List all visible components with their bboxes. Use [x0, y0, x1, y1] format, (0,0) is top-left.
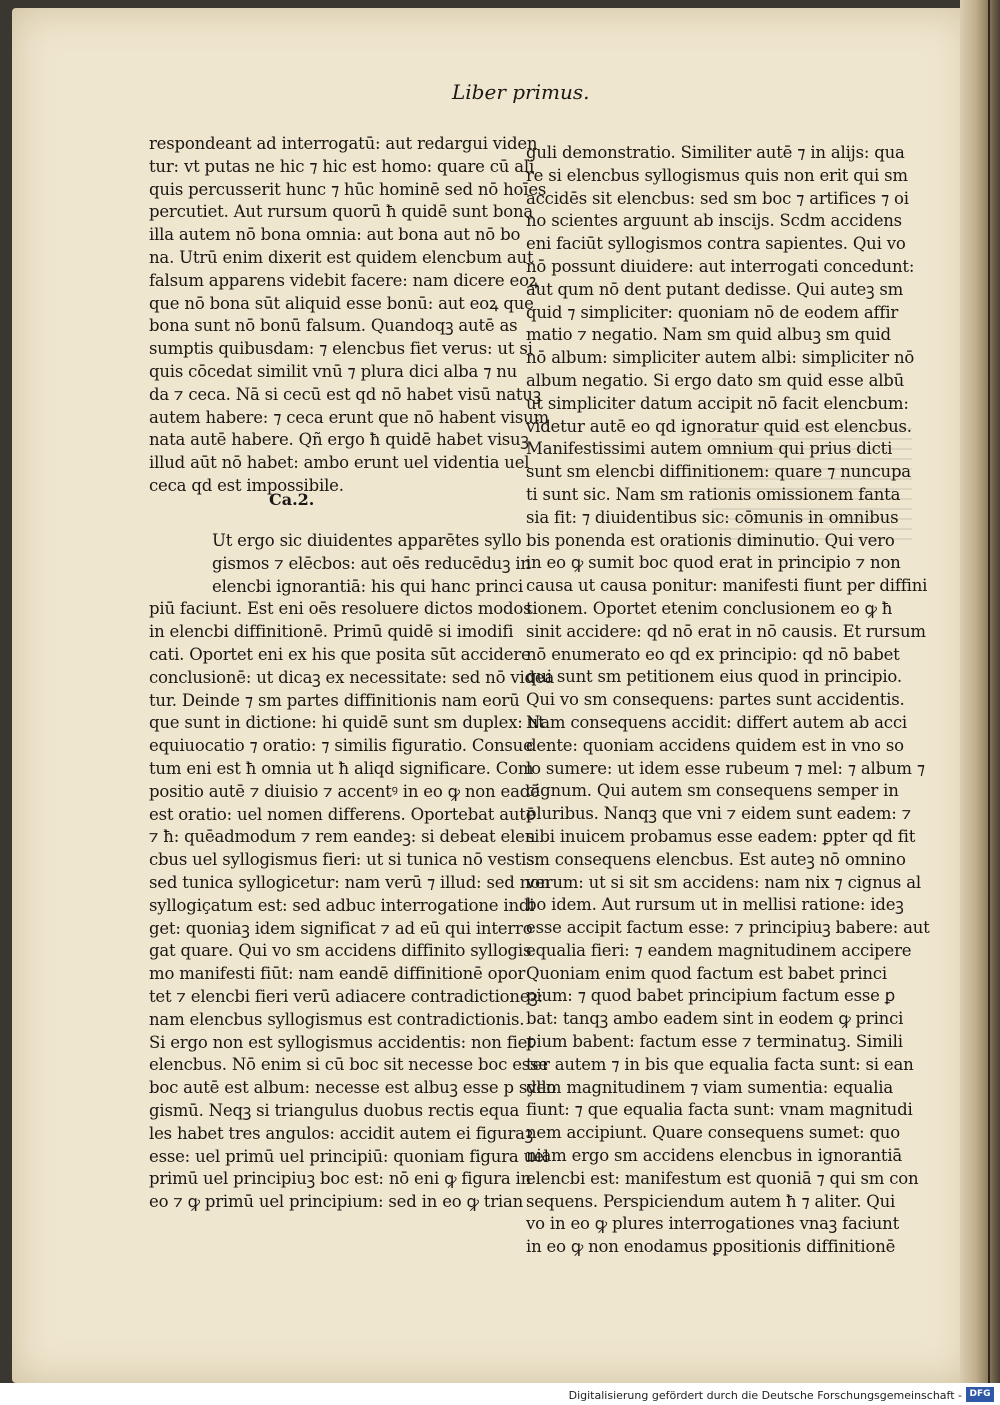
text-line: nō album: simpliciter autem albi: simpliciter nō — [526, 348, 915, 368]
text-line: elencbi est: manifestum est quoniā ⁊ qui sm con — [526, 1168, 919, 1188]
text-line: nam elencbus syllogismus est contradictionis. — [149, 1009, 525, 1029]
footer-band — [0, 1383, 1000, 1405]
text-line: mo manifesti fiūt: nam eandē diffinitionē opor — [149, 964, 526, 984]
text-line: elencbi ignorantiā: his qui hanc princi — [212, 576, 524, 596]
text-line: tur: vt putas ne hic ⁊ hic est homo: quare cū ali — [149, 156, 535, 176]
text-line: ti sunt sic. Nam sm rationis omissionem fanta — [526, 484, 901, 504]
text-line: les habet tres angulos: accidit autem ei figuraꝫ — [149, 1123, 534, 1143]
text-line: pium: ⁊ quod babet principium factum esse ꝑ — [526, 986, 896, 1006]
text-line: Ut ergo sic diuidentes apparētes syllo — [212, 531, 522, 550]
text-line: in eo ꝙ sumit boc quod erat in principio ⁊ non — [526, 553, 901, 573]
text-line: Qui vo sm consequens: partes sunt accidentis. — [526, 690, 905, 710]
text-line: fiunt: ⁊ que equalia facta sunt: vnam magnitudi — [526, 1100, 913, 1120]
text-line: pluribus. Nanqꝫ que vni ⁊ eidem sunt eadem: ⁊ — [526, 804, 911, 824]
text-line: niam ergo sm accidens elencbus in ignorantiā — [526, 1146, 903, 1166]
text-line: eo ⁊ ꝙ primū uel principium: sed in eo ꝙ trian — [149, 1192, 524, 1212]
text-line: no scientes arguunt ab inscijs. Scdm accidens — [526, 211, 902, 231]
text-line: tum eni est ħ omnia ut ħ aliqd significare. Com — [149, 758, 534, 778]
text-line: sumptis quibusdam: ⁊ elencbus fiet verus: ut si — [149, 339, 533, 359]
text-line: Quoniam enim quod factum est babet princi — [526, 963, 887, 983]
text-line: bo idem. Aut rursum ut in mellisi ratione: ideꝫ — [526, 895, 904, 915]
text-line: pium babent: factum esse ⁊ terminatuꝫ. Simili — [526, 1032, 903, 1052]
text-line: in eo ꝙ non enodamus ꝑpositionis diffinitionē — [526, 1237, 896, 1257]
text-line: sibi inuicem probamus esse eadem: ꝑpter qd fit — [526, 826, 916, 846]
text-line: quid ⁊ simpliciter: quoniam nō de eodem affir — [526, 302, 899, 322]
text-line: get: quoniaꝫ idem significat ⁊ ad eū qui interro — [149, 918, 533, 938]
text-line: falsum apparens videbit facere: nam dicere eoꝝ — [149, 270, 539, 290]
text-line: dente: quoniam accidens quidem est in vno so — [526, 735, 904, 755]
dfg-logo: DFG — [966, 1387, 994, 1402]
text-line: sinit accidere: qd nō erat in nō causis. Et rursum — [526, 621, 926, 641]
running-head: Liber primus. — [452, 80, 590, 104]
text-line: piū faciunt. Est eni oēs resoluere dictos modos — [149, 599, 532, 619]
text-line: percutiet. Aut rursum quorū ħ quidē sunt bona — [149, 202, 534, 222]
text-line: in elencbi diffinitionē. Primū quidē si imodifi — [149, 622, 514, 642]
text-line: eni faciūt syllogismos contra sapientes. Qui vo — [526, 234, 906, 254]
text-line: autem habere: ⁊ ceca erunt que nō habent visum — [149, 407, 549, 427]
book-spine — [960, 0, 1000, 1390]
text-line: esse: uel primū uel principiū: quoniam figura uel — [149, 1146, 549, 1166]
text-line: bat: tanqꝫ ambo eadem sint in eodem ꝙ princi — [526, 1009, 904, 1029]
text-line: quis cōcedat similit vnū ⁊ plura dici alba ⁊ nu — [149, 361, 518, 381]
text-line: cbus uel syllogismus fieri: ut si tunica nō vestis: — [149, 850, 540, 870]
text-line: dem magnitudinem ⁊ viam sumentia: equalia — [526, 1077, 893, 1097]
chapter-heading: Ca.2. — [269, 490, 315, 509]
text-line: ceca qd est impossibile. — [149, 475, 344, 495]
text-line: bis ponenda est orationis diminutio. Qui vero — [526, 530, 895, 550]
text-line: equalia fieri: ⁊ eandem magnitudinem accipere — [526, 940, 912, 960]
text-line: syllogiçatum est: sed adbuc interrogatione indi — [149, 895, 535, 915]
text-line: nem accipiunt. Quare consequens sumet: quo — [526, 1123, 900, 1143]
book-page — [12, 8, 972, 1383]
text-line: vo in eo ꝙ plures interrogationes vnaꝫ faciunt — [526, 1214, 900, 1234]
text-line: sm consequens elencbus. Est auteꝫ nō omnino — [526, 849, 906, 869]
spine-edge — [988, 0, 990, 1390]
text-line: que nō bona sūt aliquid esse bonū: aut eoꝝ que — [149, 293, 534, 313]
text-line: cati. Oportet eni ex his que posita sūt accidere — [149, 644, 531, 664]
text-line: gismos ⁊ elēcbos: aut oēs reducēduꝫ in — [212, 553, 531, 573]
left-column-bottom — [149, 530, 557, 1214]
text-line: Manifestissimi autem omnium qui prius dicti — [526, 439, 893, 459]
text-line: guli demonstratio. Similiter autē ⁊ in alijs: qua — [526, 143, 905, 162]
footer-credit: Digitalisierung gefördert durch die Deutsche Forschungsgemeinschaft - — [568, 1389, 962, 1402]
left-column-top — [149, 133, 549, 498]
text-line: nō possunt diuidere: aut interrogati concedunt: — [526, 256, 915, 276]
text-line: elencbus. Nō enim si cū boc sit necesse boc esse — [149, 1055, 548, 1075]
text-line: tet ⁊ elencbi fieri verū adiacere contradictioneꝫ: — [149, 986, 543, 1006]
text-line: sia fit: ⁊ diuidentibus sic: cōmunis in omnibus — [526, 507, 899, 527]
text-line: quis percusserit hunc ⁊ hūc hominē sed nō hoīes — [149, 179, 547, 199]
text-line: gismū. Neqꝫ si triangulus duobus rectis equa — [149, 1100, 520, 1120]
text-line: que sunt in dictione: hi quidē sunt sm duplex: ut — [149, 713, 545, 733]
text-line: esse accipit factum esse: ⁊ principiuꝫ babere: aut — [526, 918, 930, 938]
right-column — [526, 142, 930, 1259]
text-line: est oratio: uel nomen differens. Oportebat autē — [149, 804, 536, 824]
text-line: ut simpliciter datum accipit nō facit elencbum: — [526, 393, 909, 413]
text-line: videtur autē eo qd ignoratur quid est elencbus. — [526, 416, 912, 436]
text-line: illud aūt nō habet: ambo erunt uel videntia uel — [149, 453, 530, 473]
text-line: ter autem ⁊ in bis que equalia facta sunt: si ean — [526, 1054, 914, 1074]
text-line: na. Utrū enim dixerit est quidem elencbum aut — [149, 247, 534, 267]
text-line: cignum. Qui autem sm consequens semper in — [526, 781, 899, 801]
text-line: nata autē habere. Qñ ergo ħ quidē habet visuꝫ — [149, 430, 529, 450]
text-line: illa autem nō bona omnia: aut bona aut nō bo — [149, 225, 521, 245]
text-line: album negatio. Si ergo dato sm quid esse albū — [526, 370, 905, 390]
text-line: primū uel principiuꝫ boc est: nō eni ꝙ figura in — [149, 1169, 532, 1189]
text-line: Si ergo non est syllogismus accidentis: non fiet — [149, 1032, 534, 1052]
text-line: boc autē est album: necesse est albuꝫ esse p syllo — [149, 1078, 557, 1098]
text-line: qui sunt sm petitionem eius quod in principio. — [526, 667, 902, 687]
text-line: accidēs sit elencbus: sed sm boc ⁊ artifices ⁊ oi — [526, 188, 909, 208]
text-line: matio ⁊ negatio. Nam sm quid albuꝫ sm quid — [526, 325, 891, 345]
text-line: re si elencbus syllogismus quis non erit qui sm — [526, 165, 908, 185]
text-line: gat quare. Qui vo sm accidens diffinito syllogis — [149, 941, 532, 961]
text-line: Nam consequens accidit: differt autem ab acci — [526, 712, 907, 732]
text-line: sunt sm elencbi diffinitionem: quare ⁊ nuncupa — [526, 462, 911, 482]
text-line: nō enumerato eo qd ex principio: qd nō babet — [526, 644, 900, 664]
text-line: sequens. Perspiciendum autem ħ ⁊ aliter. Qui — [526, 1191, 896, 1211]
text-line: equiuocatio ⁊ oratio: ⁊ similis figuratio. Consue — [149, 736, 533, 756]
text-line: verum: ut si sit sm accidens: nam nix ⁊ cignus al — [526, 872, 921, 892]
text-line: tionem. Oportet etenim conclusionem eo ꝙ ħ — [526, 598, 893, 618]
text-line: positio autē ⁊ diuisio ⁊ accentꝰ in eo ꝙ non eadē — [149, 781, 540, 801]
text-line: causa ut causa ponitur: manifesti fiunt per diffini — [526, 576, 928, 596]
text-line: aut qum nō dent putant dedisse. Qui auteꝫ sm — [526, 279, 904, 299]
text-line: tur. Deinde ⁊ sm partes diffinitionis nam eorū — [149, 690, 520, 710]
text-line: lo sumere: ut idem esse rubeum ⁊ mel: ⁊ album ⁊ — [526, 758, 925, 778]
text-line: conclusionē: ut dicaꝫ ex necessitate: sed nō videa — [149, 667, 555, 687]
text-line: da ⁊ ceca. Nā si cecū est qd nō habet visū natuꝫ — [149, 384, 541, 404]
text-line: respondeant ad interrogatū: aut redargui viden — [149, 134, 538, 153]
text-line: ⁊ ħ: quēadmodum ⁊ rem eandeꝫ: si debeat elen — [149, 827, 536, 847]
text-line: sed tunica syllogicetur: nam verū ⁊ illud: sed non — [149, 872, 551, 892]
text-line: bona sunt nō bonū falsum. Quandoqꝫ autē as — [149, 316, 518, 336]
